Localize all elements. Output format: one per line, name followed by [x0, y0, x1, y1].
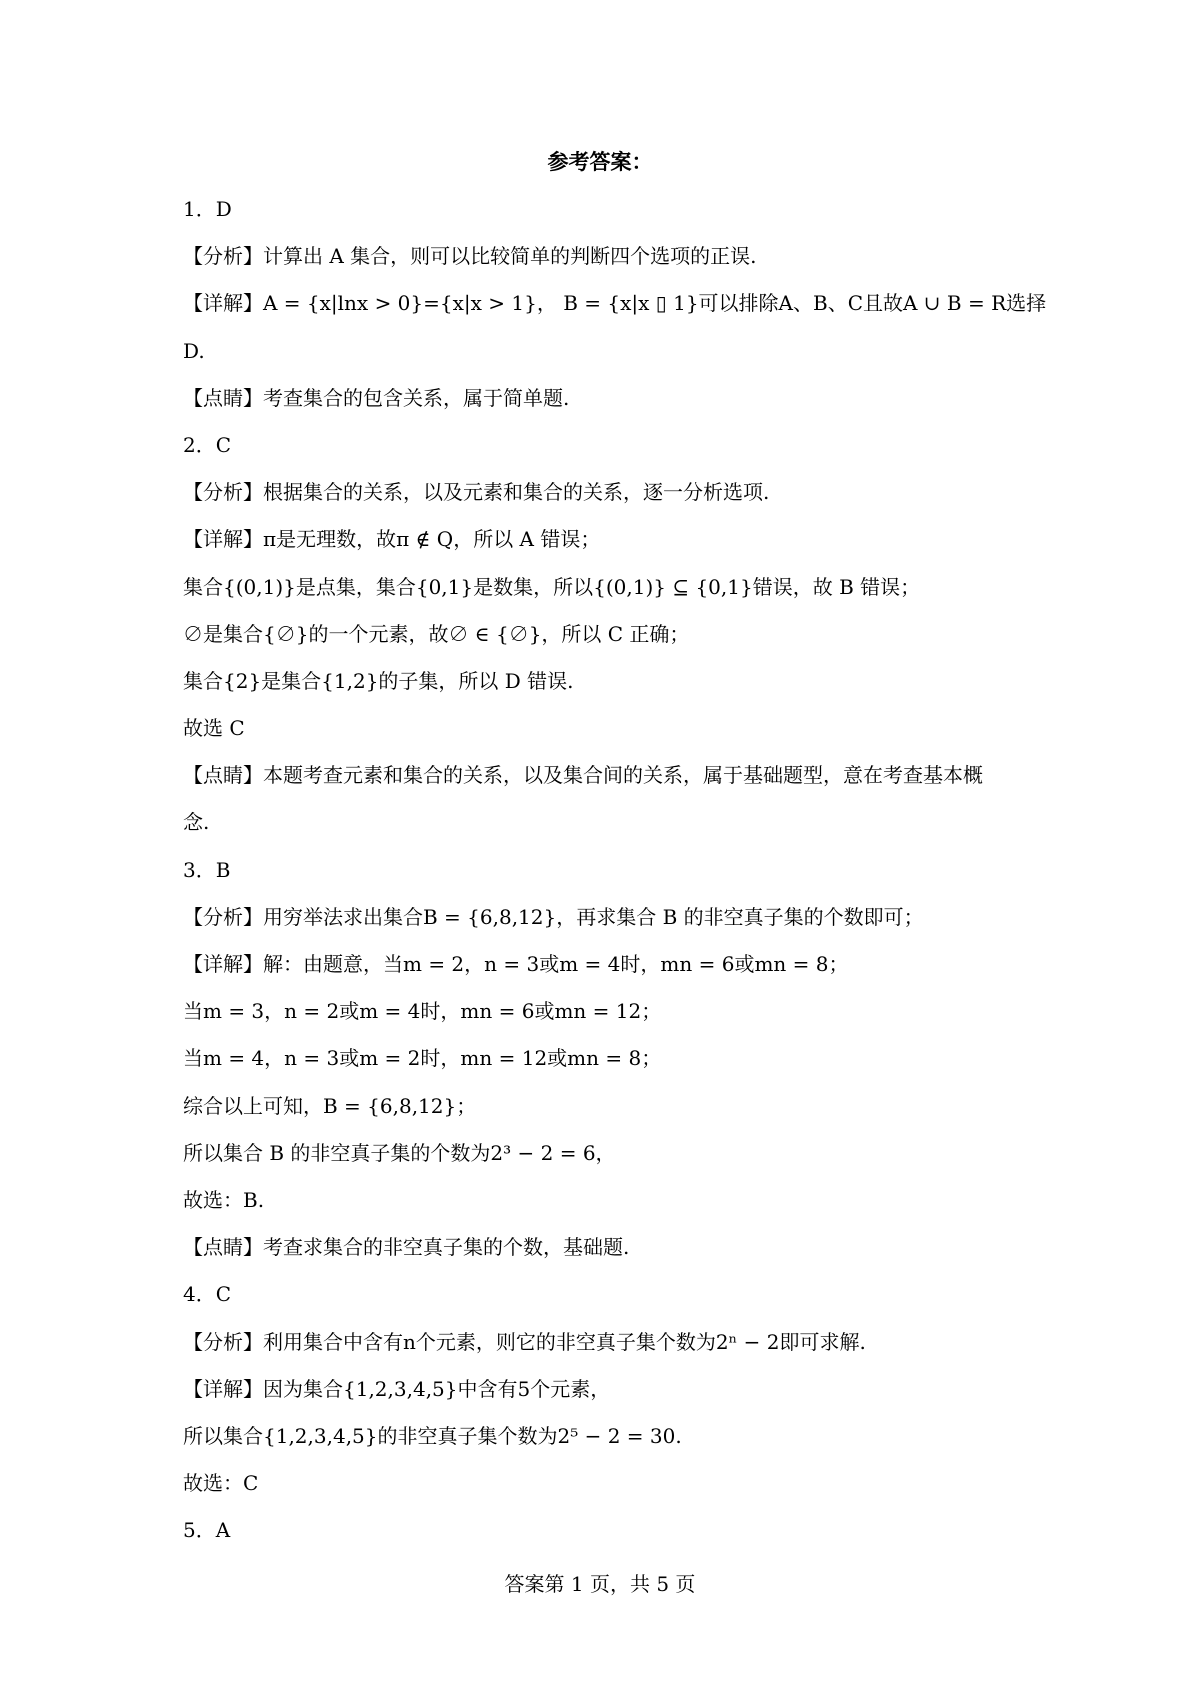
text-line: 【点睛】本题考查元素和集合的关系，以及集合间的关系，属于基础题型，意在考查基本概	[183, 763, 983, 788]
text-line: 4．C	[183, 1282, 232, 1307]
text-line: D.	[183, 338, 205, 363]
text-line: 【详解】因为集合{1,2,3,4,5}中含有5个元素，	[183, 1376, 611, 1401]
text-line: 【分析】根据集合的关系，以及元素和集合的关系，逐一分析选项.	[183, 480, 770, 505]
text-line: ∅是集合{∅}的一个元素，故∅ ∈ {∅}，所以 C 正确；	[183, 621, 690, 646]
text-line: 集合{2}是集合{1,2}的子集，所以 D 错误.	[183, 668, 574, 693]
text-line: 综合以上可知，B = {6,8,12}；	[183, 1093, 477, 1118]
text-line: 当m = 4，n = 3或m = 2时，mn = 12或mn = 8；	[183, 1046, 662, 1071]
text-line: 3．B	[183, 857, 231, 882]
text-line: 2．C	[183, 432, 232, 457]
text-line: 所以集合 B 的非空真子集的个数为2³ − 2 = 6，	[183, 1140, 616, 1165]
text-line: 【详解】解：由题意，当m = 2，n = 3或m = 4时，mn = 6或mn = 8；	[183, 952, 849, 976]
text-line: 【分析】用穷举法求出集合B = {6,8,12}，再求集合 B 的非空真子集的个数即可；	[183, 904, 924, 929]
text-line: 故选：B.	[183, 1187, 265, 1212]
text-line: 故选：C	[183, 1471, 259, 1496]
text-line: 1．D	[183, 197, 232, 221]
page-title: 参考答案：	[547, 149, 653, 174]
text-line: 集合{(0,1)}是点集，集合{0,1}是数集，所以{(0,1)} ⊆ {0,1}错误，故 B 错误；	[183, 574, 921, 599]
text-line: 【详解】π是无理数，故π ∉ Q，所以 A 错误；	[183, 527, 601, 552]
text-line: 【分析】利用集合中含有n个元素，则它的非空真子集个数为2ⁿ − 2即可求解.	[183, 1329, 866, 1354]
text-line: 5．A	[183, 1518, 231, 1543]
text-line: 当m = 3，n = 2或m = 4时，mn = 6或mn = 12；	[183, 999, 662, 1024]
text-line: 故选 C	[183, 716, 245, 741]
text-line: 念.	[183, 810, 210, 835]
text-line: 【分析】计算出 A 集合，则可以比较简单的判断四个选项的正误.	[183, 244, 757, 269]
text-line: 所以集合{1,2,3,4,5}的非空真子集个数为2⁵ − 2 = 30.	[183, 1423, 682, 1448]
text-line: 【详解】A = {x|lnx > 0}={x|x > 1}， B = {x|x ▯ 1}可以排除A、B、C且故A ∪ B = R选择	[183, 291, 1047, 316]
page-footer: 答案第 1 页，共 5 页	[504, 1572, 696, 1596]
text-line: 【点睛】考查集合的包含关系，属于简单题.	[183, 385, 570, 410]
text-line: 【点睛】考查求集合的非空真子集的个数，基础题.	[183, 1235, 630, 1260]
answer-content	[183, 186, 1047, 1554]
